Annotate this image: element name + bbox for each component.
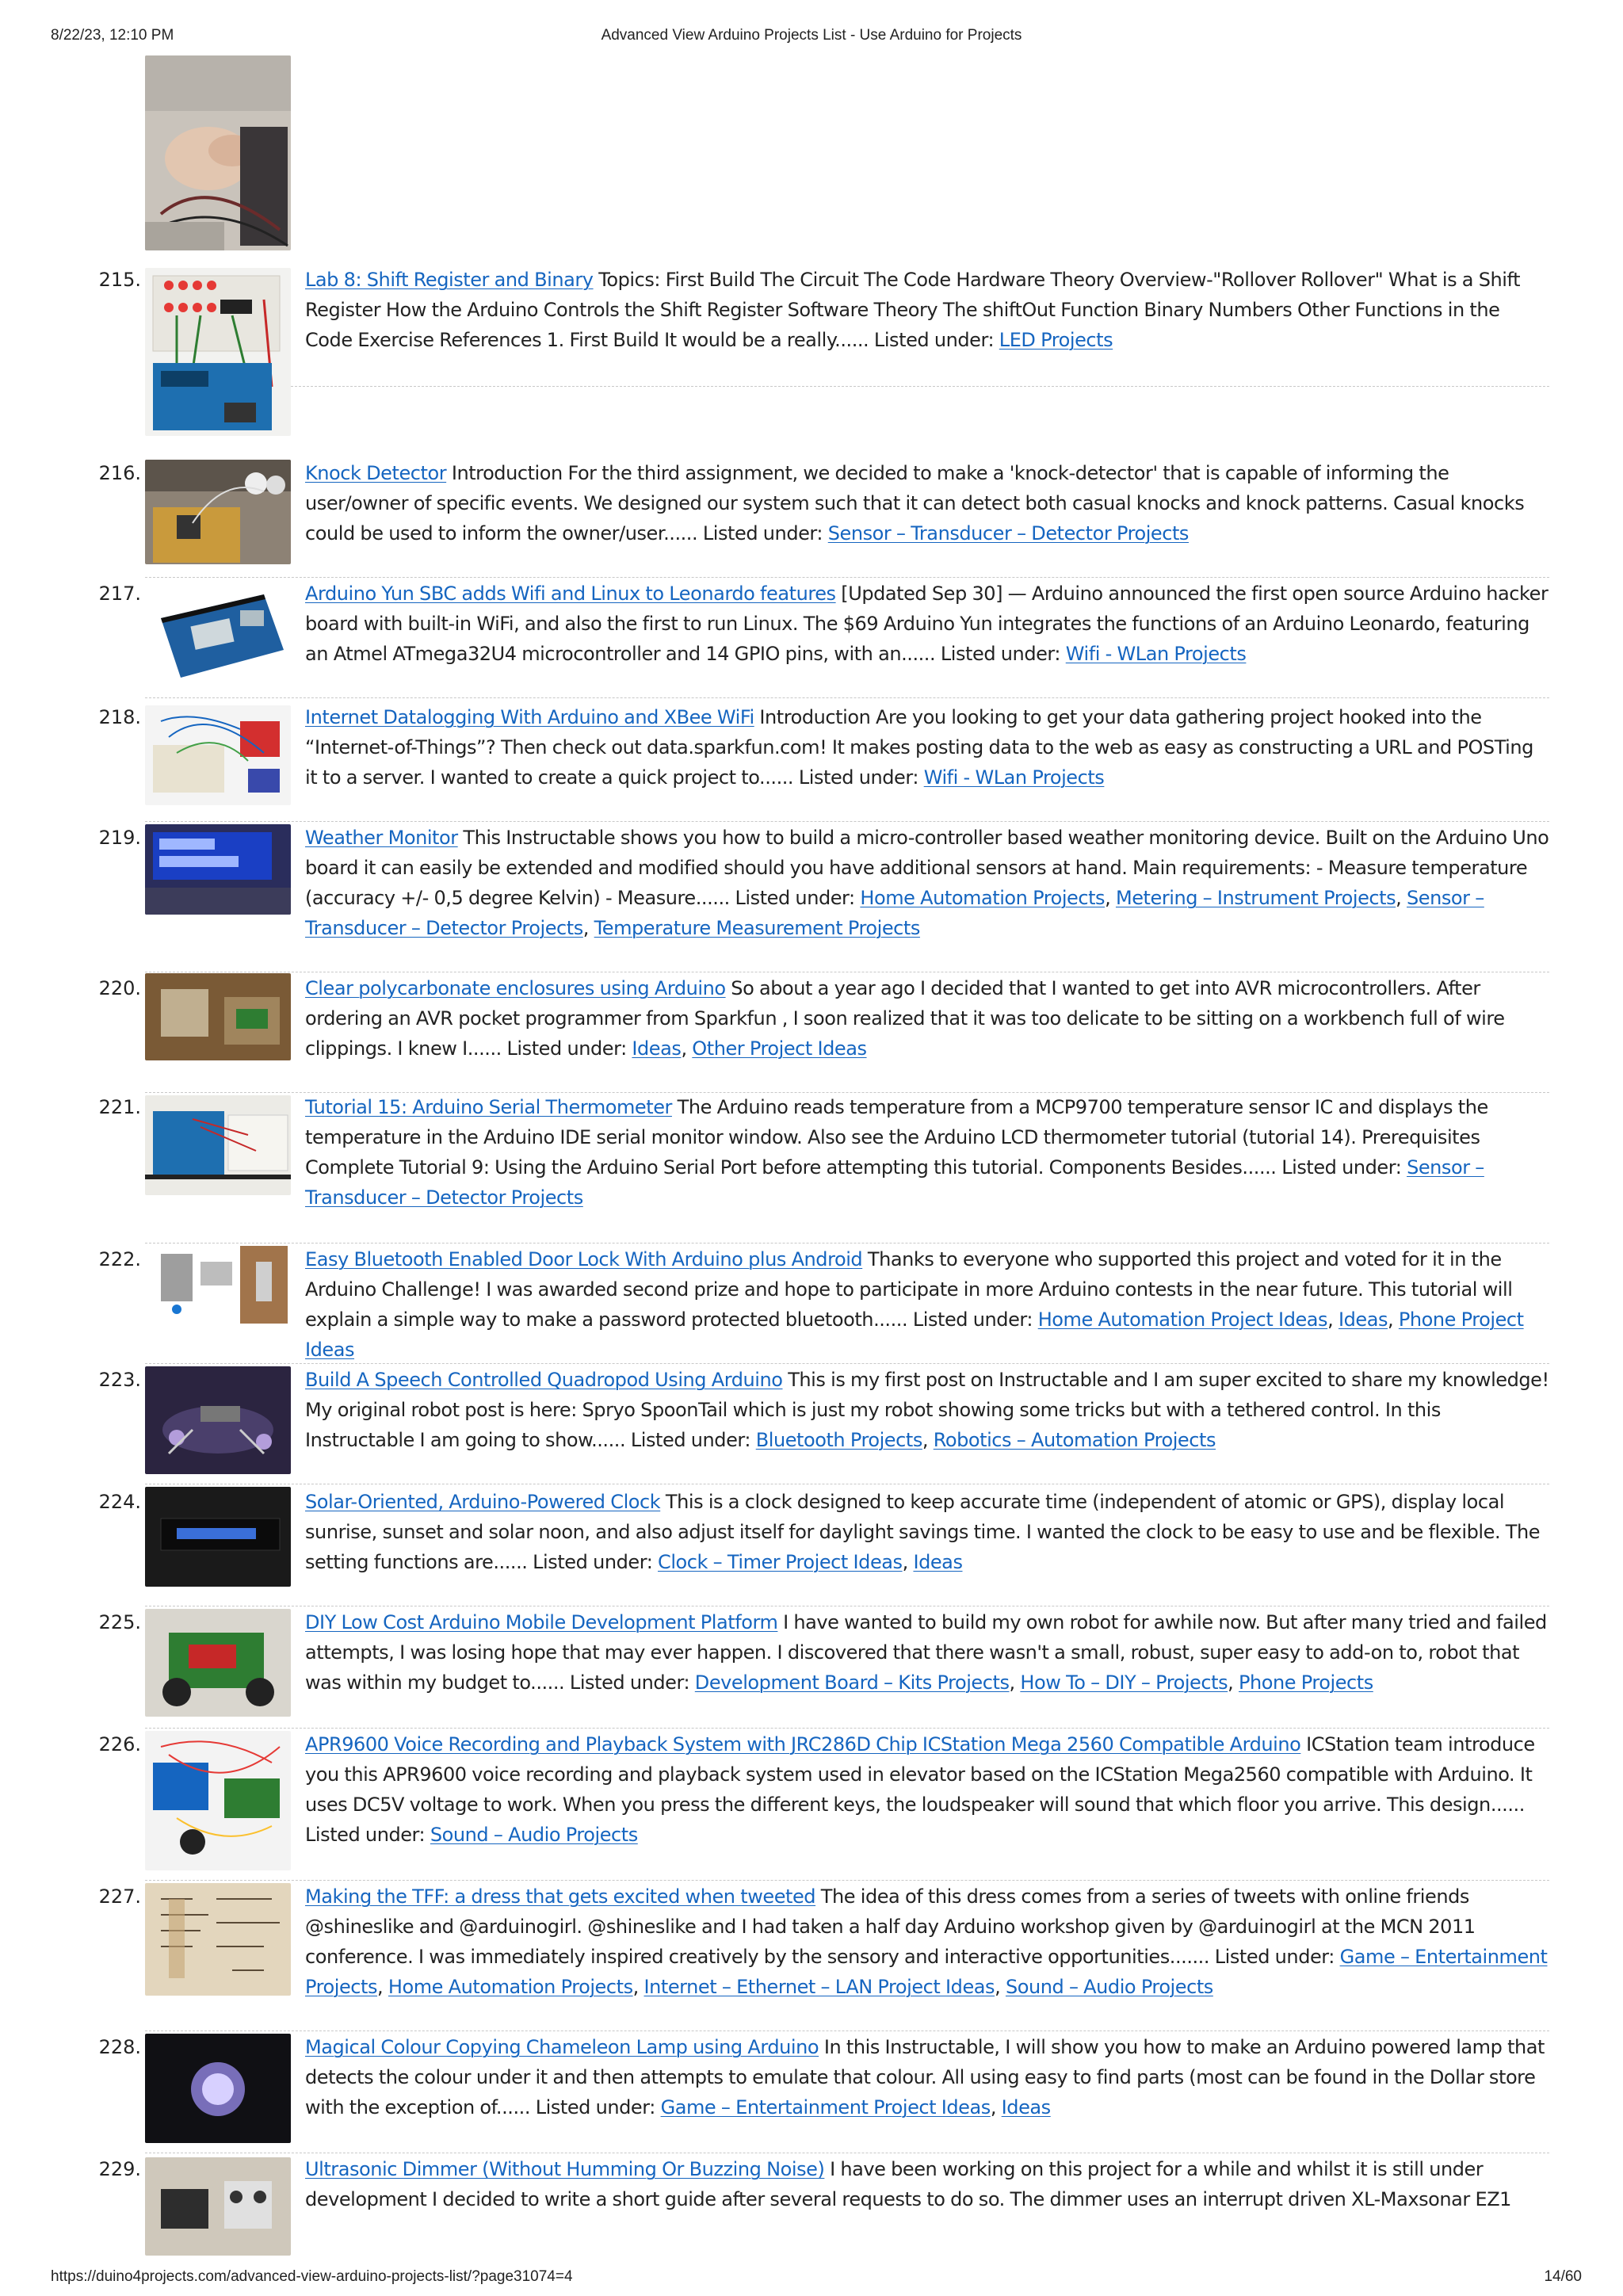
category-link[interactable]: Ideas <box>1338 1308 1388 1331</box>
listed-under-label: Listed under: <box>535 2096 655 2118</box>
entry-body <box>305 265 1549 355</box>
entry-body: Weather Monitor This Instructable shows you how to build a micro-controller based weather monitoring device. Built on the Arduino Uno board it can easily be extended and modified should you have additional sensors at hand. Main requirements: - Measure temperature (accuracy +/- 0,5 degree Kelvin) - Measure...... Listed under: Home Automation Projects, Metering – Instrument Projects, Sensor – Transducer – Detector Projects, Temperature Measurement Projects <box>305 827 1549 939</box>
entry-separator <box>145 2030 1549 2031</box>
category-link[interactable]: Sensor – Transducer – Detector Projects <box>305 1156 1484 1209</box>
category-link[interactable]: How To – DIY – Projects <box>1020 1671 1228 1694</box>
category-link[interactable]: Temperature Measurement Projects <box>594 917 920 939</box>
entry-title-link[interactable]: Knock Detector <box>305 462 447 484</box>
entry-number: 229. <box>98 2158 141 2180</box>
page-url: https://duino4projects.com/advanced-view-arduino-projects-list/?page31074=4 <box>51 2268 573 2285</box>
entry-description: The Arduino reads temperature from a MCP9700 temperature sensor IC and displays the temperature in the Arduino IDE serial monitor window. Also see the Arduino LCD thermometer tutorial (tutorial 14). Prerequisites Complete Tutorial 9: Using the Arduino Serial Port before attempting this tutorial. Components Besides...... <box>305 1096 1488 1179</box>
category-link[interactable]: Robotics – Automation Projects <box>933 1429 1216 1451</box>
entry-description: The idea of this dress comes from a series of tweets with online friends @shineslike and @arduinogirl. @shineslike and I had taken a half day Arduino workshop given by @arduinogirl at the MCN 2011 conference. I was immediately inspired creatively by the sensory and interactive opportunities....... <box>305 1885 1476 1968</box>
listed-under-label: Listed under: <box>735 887 855 909</box>
entry-body: Easy Bluetooth Enabled Door Lock With Arduino plus Android Thanks to everyone who supported this project and voted for it in the Arduino Challenge! I was awarded second prize and hope to participate in more Arduino contests in the near future. This tutorial will explain a simple way to make a password protected bluetooth...... Listed under: Home Automation Project Ideas, Ideas, Phone Project Ideas <box>305 1248 1524 1361</box>
category-link[interactable]: Sound – Audio Projects <box>1005 1976 1213 1998</box>
entry-body: Build A Speech Controlled Quadropod Using Arduino This is my first post on Instructable and I am super excited to share my knowledge! My original robot post is here: Spryo SpoonTail which is just my robot showing some tricks but with a tethered control. In this Instructable I am going to show...... Listed under: Bluetooth Projects, Robotics – Automation Projects <box>305 1369 1549 1451</box>
entry-218-thumbnail[interactable] <box>145 705 291 805</box>
entry-separator <box>145 1728 1549 1729</box>
listed-under-label: Listed under: <box>569 1671 690 1694</box>
category-link[interactable]: Other Project Ideas <box>692 1037 867 1060</box>
entry-body <box>305 1729 1549 1850</box>
entry-title-link[interactable]: APR9600 Voice Recording and Playback System with JRC286D Chip ICStation Mega 2560 Compatible Arduino <box>305 1733 1301 1755</box>
listed-under-label: Listed under: <box>533 1551 653 1573</box>
category-link[interactable]: Development Board – Kits Projects <box>694 1671 1010 1694</box>
category-link[interactable]: Clock – Timer Project Ideas <box>658 1551 903 1573</box>
listed-under-label: Listed under: <box>305 1824 426 1846</box>
category-link[interactable]: Phone Project Ideas <box>305 1308 1524 1361</box>
entry-description: So about a year ago I decided that I wanted to get into AVR microcontrollers. After ordering an AVR pocket programmer from Sparkfun , I soon realized that it was too delicate to be sitting on a workbench full of wire clippings. I knew I...... <box>305 977 1505 1060</box>
page-number: 14/60 <box>1544 2268 1582 2285</box>
entry-number: 216. <box>98 462 141 484</box>
entry-description: This is my first post on Instructable and I am super excited to share my knowledge! My original robot post is here: Spryo SpoonTail which is just my robot showing some tricks but with a tethered control. In this Instructable I am going to show...... <box>305 1369 1549 1451</box>
document-title: Advanced View Arduino Projects List - Use Arduino for Projects <box>601 27 1022 44</box>
entry-228-thumbnail[interactable] <box>145 2034 291 2143</box>
category-link[interactable]: Home Automation Project Ideas <box>1037 1308 1328 1331</box>
listed-under-label: Listed under: <box>912 1308 1033 1331</box>
entry-description: Introduction Are you looking to get your data gathering project hooked into the “Internet-of-Things”? Then check out data.sparkfun.com! It makes posting data to the web as easy as constructing a URL and POSTing it to a server. I wanted to create a quick project to...... <box>305 706 1533 789</box>
category-link[interactable]: Game – Entertainment Project Ideas <box>660 2096 991 2118</box>
entry-number: 225. <box>98 1611 141 1633</box>
entry-number: 220. <box>98 977 141 999</box>
entry-description: Introduction For the third assignment, we decided to make a 'knock-detector' that is capable of informing the user/owner of specific events. We designed our system such that it can detect both casual knocks and knock patterns. Casual knocks could be used to inform the owner/user...... <box>305 462 1525 544</box>
entry-225-thumbnail[interactable] <box>145 1609 291 1717</box>
entry-description: [Updated Sep 30] — Arduino announced the first open source Arduino hacker board with built-in WiFi, and also the first to run Linux. The $69 Arduino Yun integrates the functions of an Arduino Leonardo, featuring an Atmel ATmega32U4 microcontroller and 14 GPIO pins, with an...... <box>305 583 1549 665</box>
entry-body: Magical Colour Copying Chameleon Lamp using Arduino In this Instructable, I will show you how to make an Arduino powered lamp that detects the colour under it and then attempts to emulate that colour. All using easy to find parts (most can be found in the Dollar store with the exception of...... Listed under: Game – Entertainment Project Ideas, Ideas <box>305 2036 1545 2118</box>
entry-number: 222. <box>98 1248 141 1270</box>
entry-title-link[interactable]: Easy Bluetooth Enabled Door Lock With Arduino plus Android <box>305 1248 863 1270</box>
category-link[interactable]: Ideas <box>632 1037 682 1060</box>
entry-221-thumbnail[interactable] <box>145 1095 291 1195</box>
entry-title-link[interactable]: Clear polycarbonate enclosures using Arduino <box>305 977 726 999</box>
category-link[interactable]: Wifi - WLan Projects <box>923 766 1105 789</box>
entry-body <box>305 2154 1549 2214</box>
category-link[interactable]: Ideas <box>1001 2096 1051 2118</box>
entry-number: 219. <box>98 827 141 849</box>
entry-number: 224. <box>98 1491 141 1513</box>
entry-title-link[interactable]: Lab 8: Shift Register and Binary <box>305 269 594 291</box>
print-footer <box>0 2268 1623 2292</box>
entry-description: I have been working on this project for a while and whilst it is still under development I decided to write a short guide after several requests to do so. The dimmer uses an interrupt driven XL-Maxsonar EZ1 <box>305 2158 1512 2210</box>
category-link[interactable]: Internet – Ethernet – LAN Project Ideas <box>643 1976 995 1998</box>
entry-separator <box>145 1880 1549 1881</box>
entry-title-link[interactable]: Arduino Yun SBC adds Wifi and Linux to Leonardo features <box>305 583 836 605</box>
category-link[interactable]: Ideas <box>913 1551 963 1573</box>
entry-description: ICStation team introduce you this APR9600 voice recording and playback system used in elevator based on the ICStation Mega2560 compatible with Arduino. It uses DC5V voltage to work. When you press the different keys, the loudspeaker will sound that which floor you arrive. This design...... <box>305 1733 1535 1816</box>
entry-body <box>305 702 1549 793</box>
entry-separator <box>145 577 1549 578</box>
print-date: 8/22/23, 12:10 PM <box>51 27 174 44</box>
entry-number: 228. <box>98 2036 141 2058</box>
listed-under-label: Listed under: <box>1214 1946 1335 1968</box>
entry-title-link[interactable]: Ultrasonic Dimmer (Without Humming Or Buzzing Noise) <box>305 2158 825 2180</box>
entry-title-link[interactable]: Build A Speech Controlled Quadropod Using Arduino <box>305 1369 783 1391</box>
entry-body: DIY Low Cost Arduino Mobile Development Platform I have wanted to build my own robot for awhile now. But after many tried and failed attempts, I was losing hope that may ever happen. I discovered that there wasn't a small, robust, super easy to add-on to, robot that was within my budget to...... Listed under: Development Board – Kits Projects, How To – DIY – Projects, Phone Projects <box>305 1611 1547 1694</box>
entry-222-thumbnail[interactable] <box>145 1246 291 1324</box>
listed-under-label: Listed under: <box>630 1429 751 1451</box>
entry-description: Topics: First Build The Circuit The Code Hardware Theory Overview-"Rollover Rollover" What is a Shift Register How the Arduino Controls the Shift Register Software Theory The shiftOut Function Binary Numbers Other Functions in the Code Exercise References 1. First Build It would be a really...... <box>305 269 1521 351</box>
listed-under-label: Listed under: <box>940 643 1061 665</box>
entry-216-thumbnail[interactable] <box>145 460 291 564</box>
entry-224-thumbnail[interactable] <box>145 1487 291 1587</box>
entry-title-link[interactable]: DIY Low Cost Arduino Mobile Development Platform <box>305 1611 778 1633</box>
entry-title-link[interactable]: Making the TFF: a dress that gets excited when tweeted <box>305 1885 816 1908</box>
listed-under-label: Listed under: <box>873 329 995 351</box>
entry-229-thumbnail[interactable] <box>145 2157 291 2256</box>
entry-223-thumbnail[interactable] <box>145 1366 291 1474</box>
category-link[interactable]: Bluetooth Projects <box>755 1429 922 1451</box>
entry-body <box>305 458 1549 548</box>
category-link[interactable]: Home Automation Projects <box>860 887 1106 909</box>
entry-number: 217. <box>98 583 141 605</box>
category-link[interactable]: Sound – Audio Projects <box>430 1824 638 1846</box>
category-link[interactable]: Home Automation Projects <box>388 1976 633 1998</box>
category-link[interactable]: Sensor – Transducer – Detector Projects <box>305 887 1484 939</box>
entry-217-thumbnail[interactable] <box>145 586 291 686</box>
entry-separator <box>145 1243 1549 1244</box>
entry-number: 223. <box>98 1369 141 1391</box>
category-link[interactable]: Sensor – Transducer – Detector Projects <box>827 522 1189 544</box>
entry-body: Solar-Oriented, Arduino-Powered Clock This is a clock designed to keep accurate time (independent of atomic or GPS), display local sunrise, sunset and solar noon, and also adjust itself for daylight savings time. I wanted the clock to be easy to use and be flexible. The setting functions are...... Listed under: Clock – Timer Project Ideas, Ideas <box>305 1491 1541 1573</box>
entry-body <box>305 579 1549 669</box>
entry-separator <box>145 821 1549 822</box>
entry-227-thumbnail[interactable] <box>145 1883 291 1996</box>
entry-title-link[interactable]: Solar-Oriented, Arduino-Powered Clock <box>305 1491 661 1513</box>
category-link[interactable]: Metering – Instrument Projects <box>1115 887 1396 909</box>
entry-214-thumbnail[interactable] <box>145 55 291 250</box>
category-link[interactable]: Phone Projects <box>1239 1671 1373 1694</box>
entry-description: In this Instructable, I will show you how to make an Arduino powered lamp that detects the colour under it and then attempts to emulate that colour. All using easy to find parts (most can be found in the Dollar store with the exception of...... <box>305 2036 1545 2118</box>
entry-220-thumbnail[interactable] <box>145 973 291 1060</box>
entry-number: 218. <box>98 706 141 728</box>
listed-under-label: Listed under: <box>798 766 918 789</box>
entry-219-thumbnail[interactable] <box>145 824 291 915</box>
entry-number: 227. <box>98 1885 141 1908</box>
category-link[interactable]: Wifi - WLan Projects <box>1065 643 1247 665</box>
entry-description: This Instructable shows you how to build a micro-controller based weather monitoring device. Built on the Arduino Uno board it can easily be extended and modified should you have additional sensors at hand. Main requirements: - Measure temperature (accuracy +/- 0,5 degree Kelvin) - Measure...... <box>305 827 1549 909</box>
entry-215-thumbnail[interactable] <box>145 268 291 436</box>
listed-under-label: Listed under: <box>1281 1156 1402 1179</box>
entry-number: 215. <box>98 269 141 291</box>
entry-separator <box>291 386 1549 387</box>
entry-title-link[interactable]: Tutorial 15: Arduino Serial Thermometer <box>305 1096 672 1118</box>
listed-under-label: Listed under: <box>702 522 823 544</box>
entry-description: Thanks to everyone who supported this project and voted for it in the Arduino Challenge! I was awarded second prize and hope to participate in more Arduino contests in the near future. This tutorial will explain a simple way to make a password protected bluetooth...... <box>305 1248 1513 1331</box>
category-link[interactable]: Game – Entertainment Projects <box>305 1946 1548 1998</box>
entry-separator <box>145 697 1549 698</box>
entry-body <box>305 1092 1549 1213</box>
entry-number: 221. <box>98 1096 141 1118</box>
listed-under-label: Listed under: <box>506 1037 627 1060</box>
entry-description: This is a clock designed to keep accurate time (independent of atomic or GPS), display local sunrise, sunset and solar noon, and also adjust itself for daylight savings time. I wanted the clock to be easy to use and be flexible. The setting functions are...... <box>305 1491 1541 1573</box>
entry-title-link[interactable]: Internet Datalogging With Arduino and XBee WiFi <box>305 706 754 728</box>
entry-separator <box>145 1363 1549 1364</box>
print-header <box>0 27 1623 51</box>
entry-body: Clear polycarbonate enclosures using Arduino So about a year ago I decided that I wanted to get into AVR microcontrollers. After ordering an AVR pocket programmer from Sparkfun , I soon realized that it was too delicate to be sitting on a workbench full of wire clippings. I knew I...... Listed under: Ideas, Other Project Ideas <box>305 977 1505 1060</box>
entry-title-link[interactable]: Magical Colour Copying Chameleon Lamp using Arduino <box>305 2036 819 2058</box>
entry-body: Making the TFF: a dress that gets excited when tweeted The idea of this dress comes from a series of tweets with online friends @shineslike and @arduinogirl. @shineslike and I had taken a half day Arduino workshop given by @arduinogirl at the MCN 2011 conference. I was immediately inspired creatively by the sensory and interactive opportunities....... Listed under: Game – Entertainment Projects, Home Automation Projects, Internet – Ethernet – LAN Project Ideas, Sound – Audio Projects <box>305 1885 1548 1998</box>
category-link[interactable]: LED Projects <box>999 329 1113 351</box>
entry-number: 226. <box>98 1733 141 1755</box>
entry-title-link[interactable]: Weather Monitor <box>305 827 458 849</box>
entry-226-thumbnail[interactable] <box>145 1731 291 1870</box>
entry-description: I have wanted to build my own robot for awhile now. But after many tried and failed attempts, I was losing hope that may ever happen. I discovered that there wasn't a small, robust, super easy to add-on to, robot that was within my budget to...... <box>305 1611 1547 1694</box>
